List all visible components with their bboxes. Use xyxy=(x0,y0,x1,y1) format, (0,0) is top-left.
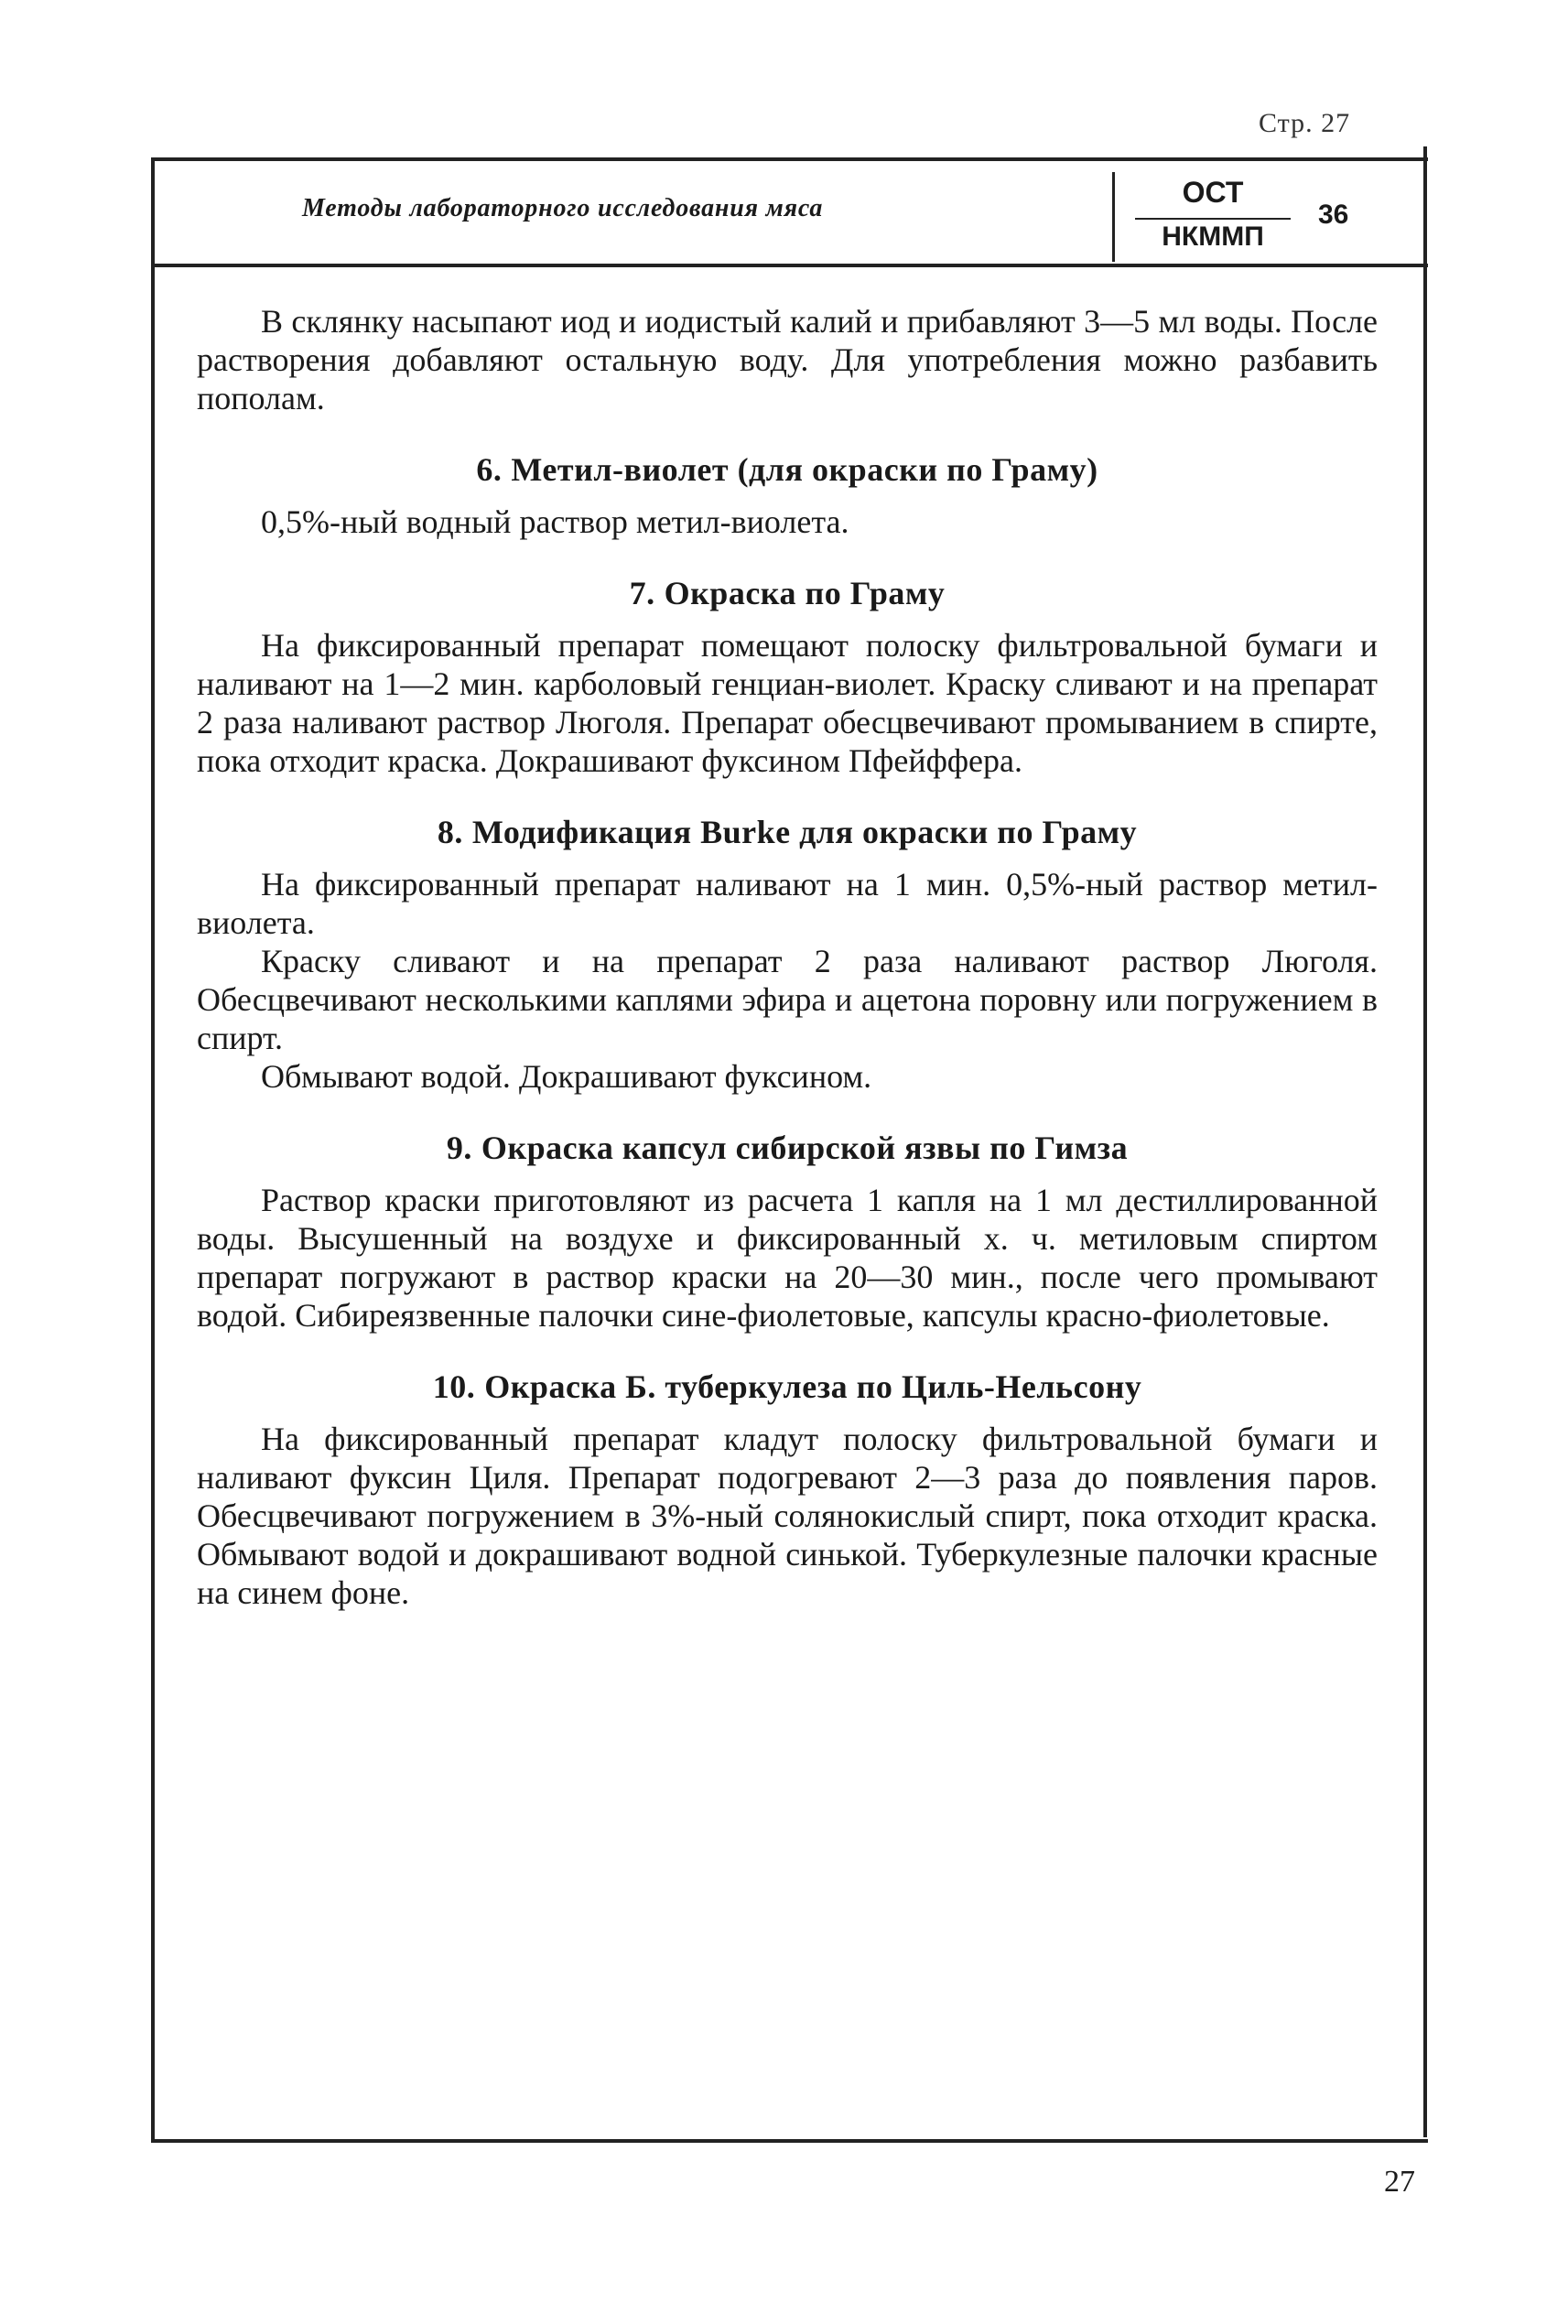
header-title: Методы лабораторного исследования мяса xyxy=(302,194,824,222)
section-paragraph: 0,5%-ный водный раствор метил-виолета. xyxy=(261,503,849,540)
section-number: 7. xyxy=(629,575,655,611)
section-paragraph: Обмывают водой. Докрашивают фуксином. xyxy=(261,1058,872,1095)
section-paragraph: На фиксированный препарат помещают полоску фильтровальной бумаги и наливают на 1—2 мин. карболовый генциан-виолет. Краску сливают и на препарат 2 раза наливают раствор Люголя. Препарат обесцвечивают промыванием в спирте, пока отходит краска. Докрашивают фуксином Пфейффера. xyxy=(197,627,1378,779)
frame-right-border xyxy=(1423,146,1427,2137)
frame-left-border xyxy=(151,157,155,2139)
page-label-top: Стр. 27 xyxy=(1259,108,1351,138)
header-divider xyxy=(1112,172,1115,262)
section-heading xyxy=(197,573,1378,613)
section-paragraph: На фиксированный препарат наливают на 1 мин. 0,5%-ный раствор метил-виолета. xyxy=(197,866,1378,941)
frame-bottom-rule xyxy=(151,2139,1428,2143)
section-title: Окраска по Граму xyxy=(664,575,946,611)
standard-number: 36 xyxy=(1318,200,1349,230)
intro-paragraph: В склянку насыпают иод и иодистый калий и прибавляют 3—5 мл воды. После растворения добавляют остальную воду. Для употребления можно разбавить пополам. xyxy=(197,303,1378,416)
page-number-bottom: 27 xyxy=(1384,2165,1415,2199)
section-heading xyxy=(197,1128,1378,1168)
section-number: 6. xyxy=(476,451,503,488)
section-paragraph: Краску сливают и на препарат 2 раза наливают раствор Люголя. Обесцвечивают несколькими каплями эфира и ацетона поровну или погружением в спирт. xyxy=(197,943,1378,1056)
standard-fraction-line xyxy=(1135,218,1291,220)
section-heading xyxy=(197,1367,1378,1407)
page-content xyxy=(197,302,1378,1612)
section-paragraph: Раствор краски приготовляют из расчета 1 капля на 1 мл дестиллированной воды. Высушенный на воздухе и фиксированный х. ч. метиловым спиртом препарат погружают в раствор краски на 20—30 мин., после чего промывают водой. Сибиреязвенные палочки сине-фиолетовые, капсулы красно-фиолетовые. xyxy=(197,1182,1378,1334)
section-title: Модификация Burke для окраски по Граму xyxy=(471,814,1138,850)
header-bottom-rule xyxy=(151,264,1428,267)
standard-bottom: НКММП xyxy=(1162,222,1264,252)
section-title: Окраска капсул сибирской язвы по Гимза xyxy=(481,1130,1129,1166)
section-heading xyxy=(197,449,1378,490)
header-top-rule xyxy=(151,157,1428,161)
section-number: 8. xyxy=(437,814,463,850)
section-title: Метил-виолет (для окраски по Граму) xyxy=(511,451,1098,488)
standard-top: ОСТ xyxy=(1182,176,1244,209)
section-number: 10. xyxy=(432,1368,476,1405)
section-heading xyxy=(197,812,1378,852)
section-paragraph: На фиксированный препарат кладут полоску фильтровальной бумаги и наливают фуксин Циля. Препарат подогревают 2—3 раза до появления паров. Обесцвечивают погружением в 3%-ный солянокислый спирт, пока отходит краска. Обмывают водой и докрашивают водной синькой. Туберкулезные палочки красные на синем фоне. xyxy=(197,1421,1378,1611)
section-number: 9. xyxy=(446,1130,472,1166)
section-title: Окраска Б. туберкулеза по Циль-Нельсону xyxy=(484,1368,1142,1405)
